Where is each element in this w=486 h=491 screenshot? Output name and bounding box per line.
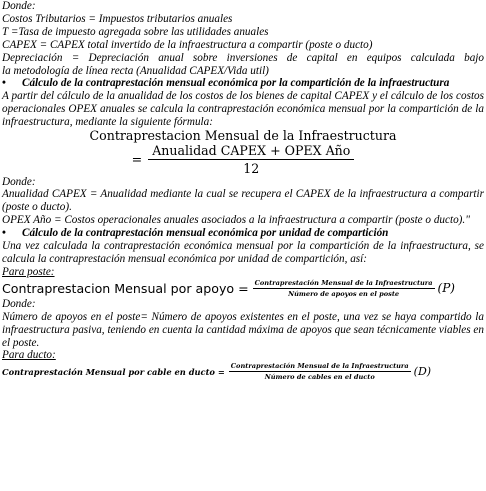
definition-anualidad-capex: Anualidad CAPEX = Anualidad mediante la cual se recupera el CAPEX de la infraestructura a compartir (poste o ducto). (2, 188, 484, 214)
paragraph-anualidad-opex: A partir del cálculo de la anualidad de los costos de los bienes de capital CAPEX y el cálculo de los costos operacionales OPEX anuales se calcula la contraprestación económica mensual por la compartición de la infraestructura, mediante la siguiente fórmula: (2, 90, 484, 129)
bullet-text: Cálculo de la contraprestación mensual económica por la compartición de la infraestructura (22, 77, 450, 90)
formula-tag: (P) (437, 281, 455, 296)
equation-title: Contraprestacion Mensual de la Infraestructura (89, 128, 397, 144)
fraction-numerator: Anualidad CAPEX + OPEX Año (148, 143, 354, 160)
definition-depreciacion: Depreciación = Depreciación anual sobre inversiones de capital en equipos calculada bajo (2, 51, 484, 64)
bullet-icon: • (2, 227, 6, 240)
formula-tag: (D) (413, 365, 432, 379)
definition-numero-apoyos: Número de apoyos en el poste= Número de apoyos existentes en el poste, una vez se haya compartido la infraestructura pasiva, teniendo en cuenta la cantidad máxima de apoyos que sean técnicamente viables en el poste. (2, 310, 484, 349)
donde-label-3: Donde: (2, 297, 36, 310)
equation-fraction (2, 143, 484, 176)
definition-t: T =Tasa de impuesto agregada sobre las utilidades anuales (2, 25, 269, 38)
fraction-denominator: 12 (243, 160, 260, 176)
formula-poste (2, 279, 484, 298)
paragraph-unidad-comparticion: Una vez calculada la contraprestación económica mensual por la compartición de la infraestructura, se calcula la contraprestación mensual económica por unidad de compartición, así: (2, 240, 484, 265)
bullet-calculo-contraprestacion (2, 77, 484, 90)
definition-depreciacion-cont: la metodología de línea recta (Anualidad CAPEX/Vida util) (2, 64, 269, 77)
heading-para-ducto: Para ducto: (2, 349, 56, 362)
definition-opex-ano: OPEX Año = Costos operacionales anuales asociados a la infraestructura a compartir (poste o ducto)." (2, 214, 470, 227)
formula-ducto (2, 362, 484, 381)
formula-denominator: Número de cables en el ducto (264, 373, 375, 382)
formula-denominator: Número de apoyos en el poste (288, 289, 400, 298)
formula-numerator: Contraprestación Mensual de la Infraestructura (254, 278, 433, 287)
bullet-text: Cálculo de la contraprestación mensual económica por unidad de compartición (22, 227, 389, 240)
donde-label: Donde: (2, 0, 36, 12)
bullet-icon: • (2, 77, 6, 90)
formula-fraction (229, 362, 411, 381)
formula-numerator: Contraprestación Mensual de la Infraestructura (230, 362, 409, 371)
formula-fraction (253, 279, 435, 298)
donde-label-2: Donde: (2, 175, 36, 188)
heading-para-poste: Para poste: (2, 265, 55, 278)
formula-lhs: Contraprestacion Mensual por apoyo = (2, 280, 249, 296)
bullet-calculo-unidad (2, 227, 484, 240)
fraction (148, 143, 354, 176)
definition-capex: CAPEX = CAPEX total invertido de la infraestructura a compartir (poste o ducto) (2, 38, 373, 51)
equals-sign: = (131, 151, 143, 167)
definition-costos-tributarios: Costos Tributarios = Impuestos tributarios anuales (2, 12, 233, 25)
formula-lhs: Contraprestación Mensual por cable en ducto = (2, 366, 225, 377)
